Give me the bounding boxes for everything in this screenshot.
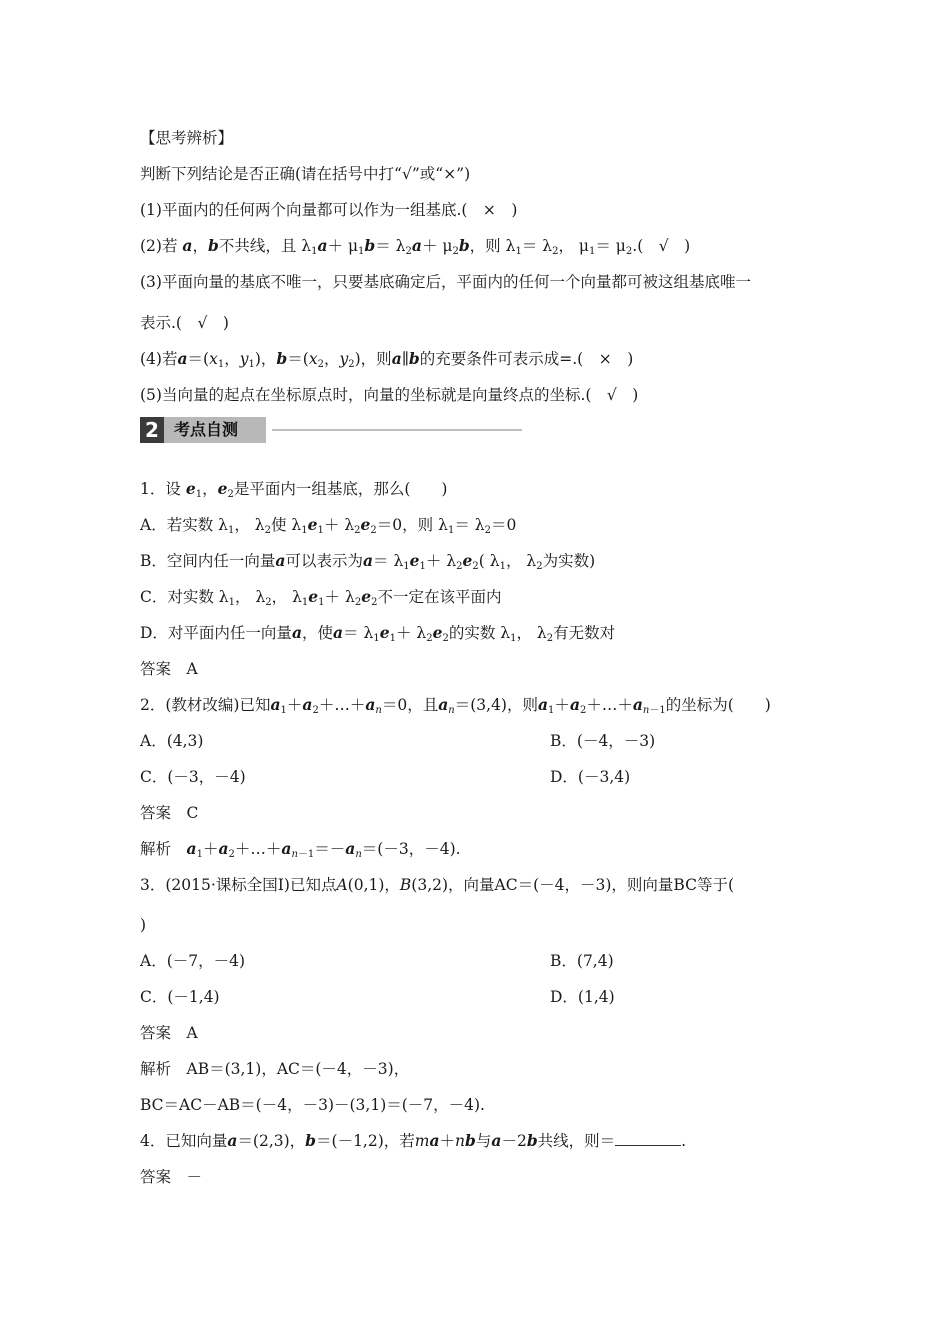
q3-stem-line-1: 3．(2015·课标全国Ⅰ)已知点A(0,1)，B(3,2)，向量AC＝(－4，－3)，则向量BC等于( (140, 876, 735, 894)
q2-option-d: D．(－3,4) (550, 768, 631, 786)
q1-stem: 1．设 $e_1$，$e_2$是平面内一组基底，那么( ) (140, 479, 448, 500)
sikao-title: 【思考辨析】 (140, 129, 234, 147)
statement-2: (2)若 a，b不共线，且 $\lambda_1a+ \mu_1b= \lambda_2a+ \mu_2b$，则 $\lambda_1= \lambda_2$， $\mu_1= \mu_2$.( √ ) (140, 236, 691, 257)
section-title: 考点自测 (164, 417, 266, 443)
q3-option-d: D．(1,4) (550, 988, 615, 1006)
q2-option-b: B．(－4，－3) (550, 732, 656, 750)
section-divider (272, 429, 522, 431)
statement-5: (5)当向量的起点在坐标原点时，向量的坐标就是向量终点的坐标.( √ ) (140, 386, 639, 404)
q1-option-b: B．空间内任一向量a可以表示为$a= \lambda_1e_1+ \lambda_2e_2$( $\lambda_1$， $\lambda_2$为实数) (140, 551, 596, 572)
q2-options-cd (140, 767, 631, 787)
q3-answer: 答案 A (140, 1024, 198, 1042)
answer-blank[interactable] (615, 1131, 681, 1146)
statement-3-line-2: 表示.( √ ) (140, 314, 229, 332)
q1-option-d: D．对平面内任一向量a，使$a= \lambda_1e_1+ \lambda_2e_2$的实数 $\lambda_1$， $\lambda_2$有无数对 (140, 623, 616, 644)
q3-stem-line-2: ) (140, 916, 147, 934)
statement-4: (4)若$a=(x_1$，$y_1$)，$b=(x_2$，$y_2$)，则a∥b的充要条件可表示成=.( × ) (140, 349, 634, 370)
q1-option-a: A．若实数 $\lambda_1$， $\lambda_2$使 $\lambda_1e_1+ \lambda_2e_2=0$，则 $\lambda_1= \lambda_2=0$ (140, 515, 517, 536)
q3-option-b: B．(7,4) (550, 952, 614, 970)
statement-1: (1)平面内的任何两个向量都可以作为一组基底.( × ) (140, 201, 518, 219)
q3-option-c: C．(－1,4) (140, 988, 220, 1006)
section-header (140, 417, 522, 443)
q3-analysis-line-2: BC＝AC－AB＝(－4，－3)－(3,1)＝(－7，－4). (140, 1096, 485, 1114)
q3-analysis-line-1: 解析 AB＝(3,1)，AC＝(－4，－3)， (140, 1060, 410, 1078)
q2-option-a: A．(4,3) (140, 732, 204, 750)
q1-option-c: C．对实数 $\lambda_1$， $\lambda_2$， $\lambda_1e_1+ \lambda_2e_2$不一定在该平面内 (140, 587, 502, 608)
sikao-intro: 判断下列结论是否正确(请在括号中打“√”或“×”) (140, 165, 471, 183)
q2-options-ab (140, 731, 656, 751)
q3-options-ab (140, 951, 614, 971)
q1-answer: 答案 A (140, 660, 198, 678)
q2-answer: 答案 C (140, 804, 199, 822)
q4-stem: 4．已知向量a＝(2,3)，b＝(－1,2)，若ma＋nb与a－2b共线，则＝ . (140, 1131, 687, 1150)
statement-3-line-1: (3)平面向量的基底不唯一，只要基底确定后，平面内的任何一个向量都可被这组基底唯一 (140, 273, 751, 291)
q3-options-cd (140, 987, 615, 1007)
q2-option-c: C．(－3，－4) (140, 768, 246, 786)
q4-answer: 答案 － (140, 1168, 203, 1186)
q2-stem: 2．(教材改编)已知$a_1+a_2+\dots+a_n=0$，且$a_n=(3,4)$，则$a_1+a_2+\dots+a_{n-1}$的坐标为( ) (140, 695, 771, 716)
q2-analysis: 解析 $a_1+a_2+\dots+a_{n-1}=-a_n=(-3$，－4). (140, 839, 461, 860)
section-number: 2 (140, 417, 164, 443)
q3-option-a: A．(－7，－4) (140, 952, 246, 970)
